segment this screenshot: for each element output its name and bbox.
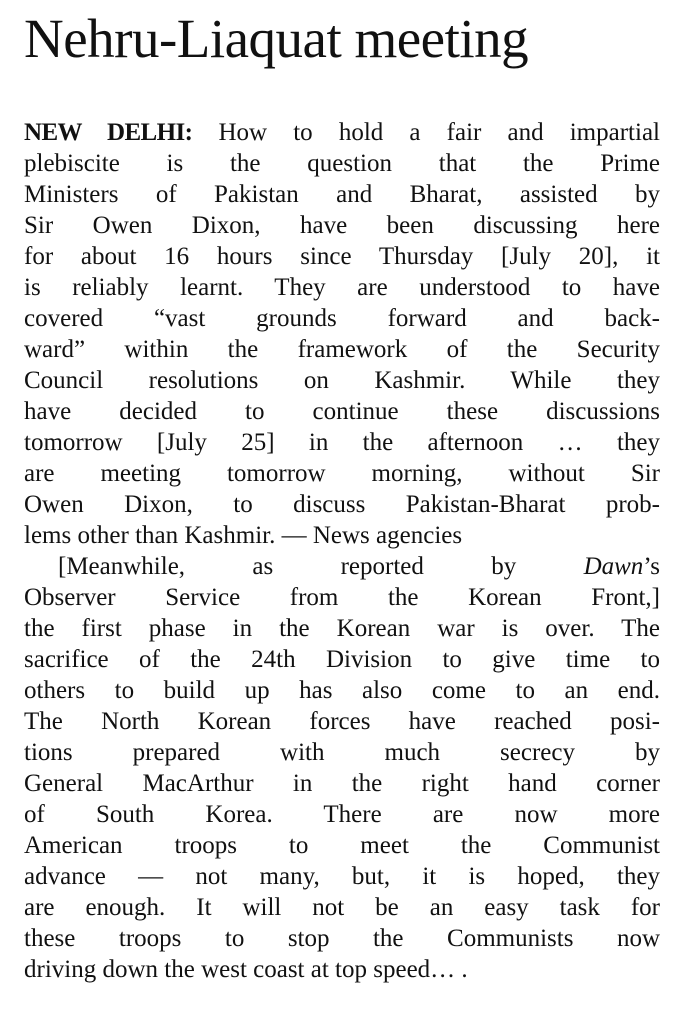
text-line: driving down the west coast at top speed… . xyxy=(24,956,468,983)
paragraph-korean-front xyxy=(24,551,660,985)
text-line: plebiscite is the question that the Prime xyxy=(24,150,660,177)
text-line: ward” within the framework of the Security xyxy=(24,336,660,363)
text-line: tions prepared with much secrecy by xyxy=(24,739,660,766)
text-line-tail: ’s xyxy=(643,553,660,580)
text-line-lead: [Meanwhile, as reported by xyxy=(58,553,584,580)
text-line: these troops to stop the Communists now xyxy=(24,925,660,952)
text-line: is reliably learnt. They are understood to have xyxy=(24,274,660,301)
text-line: advance — not many, but, it is hoped, they xyxy=(24,863,660,890)
text-line: Sir Owen Dixon, have been discussing here xyxy=(24,212,660,239)
text-line: of South Korea. There are now more xyxy=(24,801,660,828)
text-line: American troops to meet the Communist xyxy=(24,832,660,859)
text-line: for about 16 hours since Thursday [July 20], it xyxy=(24,243,660,270)
text-line: The North Korean forces have reached posi- xyxy=(24,708,660,735)
text-line: Owen Dixon, to discuss Pakistan-Bharat prob- xyxy=(24,491,660,518)
text-line: are enough. It will not be an easy task for xyxy=(24,894,660,921)
text-line: the first phase in the Korean war is over. The xyxy=(24,615,660,642)
headline: Nehru-Liaquat meeting xyxy=(24,8,529,69)
text-line: covered “vast grounds forward and back- xyxy=(24,305,660,332)
text-line: Ministers of Pakistan and Bharat, assisted by xyxy=(24,181,660,208)
text-line: Observer Service from the Korean Front,] xyxy=(24,584,660,611)
text-line: others to build up has also come to an end. xyxy=(24,677,660,704)
dateline: NEW DELHI: xyxy=(24,119,193,146)
text-line: are meeting tomorrow morning, without Sir xyxy=(24,460,660,487)
paragraph-new-delhi xyxy=(24,117,660,551)
text-line: Council resolutions on Kashmir. While they xyxy=(24,367,660,394)
text-line: General MacArthur in the right hand corner xyxy=(24,770,660,797)
article-body xyxy=(24,117,660,985)
text-line: sacrifice of the 24th Division to give time to xyxy=(24,646,660,673)
text-line: tomorrow [July 25] in the afternoon … they xyxy=(24,429,660,456)
text-line xyxy=(24,117,660,148)
text-line xyxy=(24,551,660,582)
text-line-continuation: How to hold a fair and impartial xyxy=(192,119,660,146)
newspaper-name: Dawn xyxy=(583,553,644,580)
text-line: have decided to continue these discussions xyxy=(24,398,660,425)
text-line: lems other than Kashmir. — News agencies xyxy=(24,522,463,549)
